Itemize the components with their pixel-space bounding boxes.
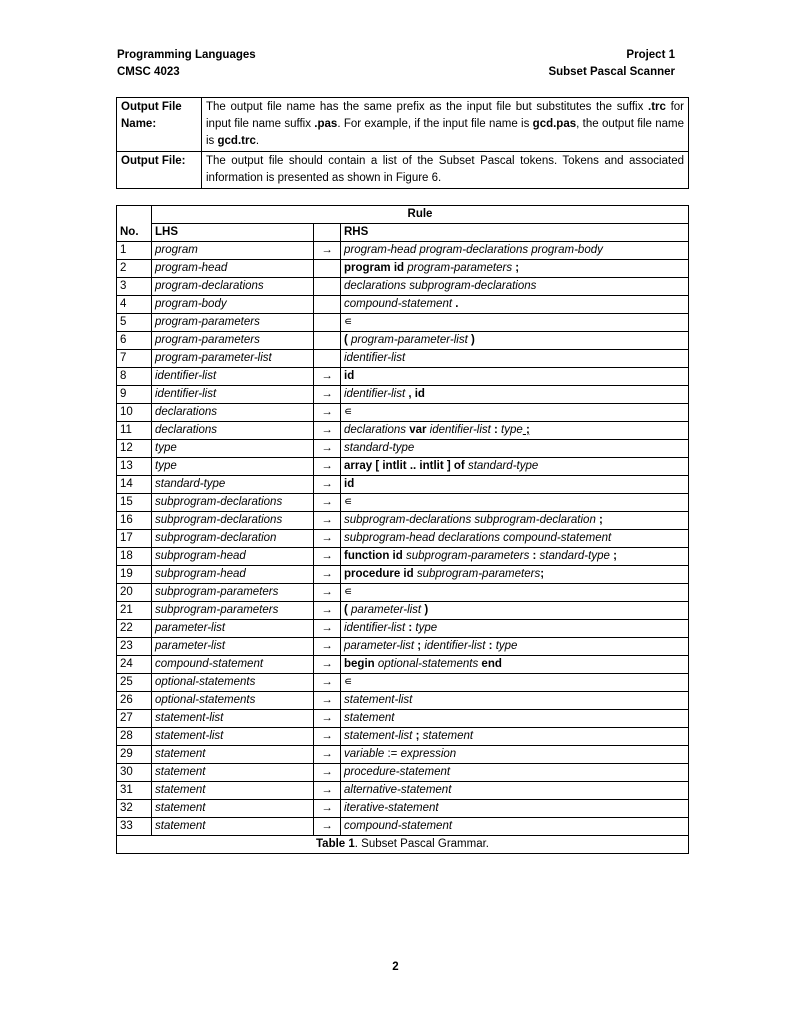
output-file-value-run: for input file name suffix — [206, 101, 684, 130]
col-no-header: No. — [117, 224, 152, 242]
rule-number: 9 — [117, 386, 152, 404]
rule-arrow: → — [314, 368, 341, 386]
grammar-row — [117, 800, 689, 818]
rule-rhs-run: declarations subprogram-declarations — [344, 280, 537, 292]
rule-rhs-run: parameter-list — [347, 604, 422, 616]
rule-number: 30 — [117, 764, 152, 782]
rule-lhs: program-body — [152, 296, 314, 314]
course-code: CMSC 4023 — [117, 66, 180, 78]
rule-rhs-run: subprogram-declarations subprogram-declaration — [344, 514, 596, 526]
rule-rhs-run: standard-type — [344, 442, 415, 454]
rule-arrow: → — [314, 764, 341, 782]
rule-rhs-run: program-head program-declarations program-body — [344, 244, 603, 256]
rule-rhs-run: procedure-statement — [344, 766, 451, 778]
rule-number: 19 — [117, 566, 152, 584]
output-file-row — [117, 98, 689, 152]
rule-lhs: statement — [152, 782, 314, 800]
rule-rhs — [341, 530, 689, 548]
output-file-key: Output File Name: — [117, 98, 202, 152]
rule-rhs — [341, 440, 689, 458]
rule-rhs-run: subprogram-parameters — [413, 568, 541, 580]
col-rhs-header: RHS — [341, 224, 689, 242]
rule-rhs — [341, 548, 689, 566]
output-file-table — [116, 97, 689, 189]
rule-arrow: → — [314, 566, 341, 584]
grammar-row — [117, 242, 689, 260]
rule-rhs-run: : — [529, 550, 537, 562]
rule-number: 23 — [117, 638, 152, 656]
rule-rhs-run: var — [406, 424, 427, 436]
rule-lhs: parameter-list — [152, 620, 314, 638]
rule-arrow: → — [314, 656, 341, 674]
rule-lhs: subprogram-parameters — [152, 584, 314, 602]
rule-rhs-run: identifier-list — [344, 622, 406, 634]
rule-number: 27 — [117, 710, 152, 728]
output-file-value-run: gcd.trc — [217, 135, 256, 147]
rule-lhs: statement — [152, 764, 314, 782]
rule-number: 32 — [117, 800, 152, 818]
rule-rhs-run: ( — [344, 334, 348, 346]
rule-rhs — [341, 404, 689, 422]
rule-arrow: → — [314, 674, 341, 692]
rule-rhs-run: program id — [344, 262, 405, 274]
rule-rhs — [341, 278, 689, 296]
rule-rhs-run: := — [384, 748, 401, 760]
rule-rhs-run: parameter-list — [344, 640, 415, 652]
rule-rhs-run: iterative-statement — [344, 802, 439, 814]
grammar-row — [117, 674, 689, 692]
output-file-table-body — [117, 98, 689, 189]
col-arrow-header — [314, 224, 341, 242]
rule-arrow: → — [314, 638, 341, 656]
rule-rhs-run: program-parameter-list — [347, 334, 468, 346]
rule-arrow: → — [314, 584, 341, 602]
rule-arrow: → — [314, 602, 341, 620]
rule-rhs-run: standard-type — [464, 460, 539, 472]
table-caption-label: Table 1 — [316, 838, 355, 850]
rule-lhs: optional-statements — [152, 674, 314, 692]
rule-rhs — [341, 350, 689, 368]
rule-rhs — [341, 674, 689, 692]
rule-number: 28 — [117, 728, 152, 746]
rule-rhs — [341, 746, 689, 764]
rule-arrow: → — [314, 386, 341, 404]
rule-rhs-run: statement — [419, 730, 474, 742]
grammar-row — [117, 368, 689, 386]
rule-arrow: → — [314, 692, 341, 710]
rule-arrow: → — [314, 728, 341, 746]
rule-rhs-run: ( — [344, 604, 348, 616]
rule-rhs — [341, 368, 689, 386]
rule-lhs: identifier-list — [152, 368, 314, 386]
rule-lhs: standard-type — [152, 476, 314, 494]
rule-rhs-run: program-parameters — [404, 262, 513, 274]
rule-rhs-run: : — [405, 622, 413, 634]
rule-arrow — [314, 296, 341, 314]
rule-rhs — [341, 620, 689, 638]
output-file-value-run: , the output file name is — [206, 118, 685, 147]
course-name: Programming Languages — [117, 49, 256, 61]
output-file-value-run: The output file should contain a list of the Subset Pascal tokens. Tokens and associated information is presented as shown in Figure 6. — [206, 155, 684, 184]
output-file-value — [202, 98, 689, 152]
rule-rhs — [341, 692, 689, 710]
rule-lhs: subprogram-declarations — [152, 512, 314, 530]
rule-rhs-run: identifier-list — [421, 640, 486, 652]
output-file-value-run: . — [255, 135, 260, 147]
rule-rhs-run: compound-statement — [344, 820, 453, 832]
rule-number: 29 — [117, 746, 152, 764]
rule-number: 8 — [117, 368, 152, 386]
grammar-row — [117, 692, 689, 710]
rule-lhs: subprogram-head — [152, 548, 314, 566]
rule-rhs — [341, 818, 689, 836]
rule-number: 3 — [117, 278, 152, 296]
grammar-row — [117, 476, 689, 494]
rule-rhs — [341, 512, 689, 530]
rule-rhs-run: end — [478, 658, 502, 670]
output-file-value-run: gcd.pas — [532, 118, 577, 130]
rule-rhs-run: ; — [512, 262, 520, 274]
rule-rhs — [341, 584, 689, 602]
rule-lhs: program-parameters — [152, 314, 314, 332]
rule-number: 13 — [117, 458, 152, 476]
rule-arrow: → — [314, 440, 341, 458]
rule-lhs: program — [152, 242, 314, 260]
rule-rhs-run: ; — [412, 730, 420, 742]
rule-rhs-run: identifier-list — [344, 352, 406, 364]
header-right — [548, 47, 675, 81]
rule-rhs-run: ; — [522, 424, 530, 436]
grammar-row — [117, 512, 689, 530]
grammar-row — [117, 602, 689, 620]
rule-lhs: declarations — [152, 404, 314, 422]
rule-arrow: → — [314, 458, 341, 476]
grammar-caption-row — [117, 836, 689, 854]
grammar-row — [117, 332, 689, 350]
rule-rhs-run: ∊ — [344, 496, 353, 508]
rule-rhs — [341, 296, 689, 314]
grammar-row — [117, 386, 689, 404]
rule-rhs-run: statement-list — [344, 730, 413, 742]
rule-number: 15 — [117, 494, 152, 512]
rule-rhs-run: ; — [540, 568, 545, 580]
rule-lhs: type — [152, 458, 314, 476]
rule-arrow: → — [314, 242, 341, 260]
rule-number: 1 — [117, 242, 152, 260]
rule-rhs-run: type — [492, 640, 518, 652]
grammar-row — [117, 620, 689, 638]
grammar-row — [117, 440, 689, 458]
rule-rhs-run: compound-statement — [344, 298, 453, 310]
rule-rhs — [341, 800, 689, 818]
rule-rhs-run: ) — [467, 334, 475, 346]
rule-rhs — [341, 728, 689, 746]
rule-lhs: compound-statement — [152, 656, 314, 674]
header-left — [117, 47, 256, 81]
output-file-value-run: .pas — [314, 118, 338, 130]
rule-lhs: subprogram-declarations — [152, 494, 314, 512]
grammar-row — [117, 746, 689, 764]
rule-rhs-run: , id — [405, 388, 425, 400]
rule-arrow — [314, 260, 341, 278]
rule-rhs — [341, 422, 689, 440]
rule-arrow: → — [314, 710, 341, 728]
grammar-row — [117, 458, 689, 476]
rule-rhs — [341, 332, 689, 350]
rule-rhs — [341, 566, 689, 584]
rule-number: 4 — [117, 296, 152, 314]
rule-arrow: → — [314, 422, 341, 440]
grammar-row — [117, 566, 689, 584]
output-file-key: Output File: — [117, 152, 202, 189]
grammar-row — [117, 548, 689, 566]
grammar-row — [117, 638, 689, 656]
rule-rhs — [341, 260, 689, 278]
output-file-value-run: .trc — [648, 101, 666, 113]
grammar-row — [117, 422, 689, 440]
grammar-row — [117, 710, 689, 728]
rule-rhs — [341, 602, 689, 620]
rule-rhs-run: ∊ — [344, 316, 353, 328]
output-file-row — [117, 152, 689, 189]
rule-rhs-run: id — [344, 370, 355, 382]
rule-lhs: identifier-list — [152, 386, 314, 404]
rule-rhs-run: ; — [414, 640, 422, 652]
rule-number: 18 — [117, 548, 152, 566]
rule-arrow — [314, 332, 341, 350]
grammar-row — [117, 764, 689, 782]
rule-number: 5 — [117, 314, 152, 332]
grammar-row — [117, 584, 689, 602]
output-file-value-run: The output file name has the same prefix as the input file but substitutes the suffix — [206, 101, 648, 113]
rule-number: 25 — [117, 674, 152, 692]
project-number: Project 1 — [626, 49, 675, 61]
rule-rhs-run: statement-list — [344, 694, 413, 706]
rule-rhs-run: statement — [344, 712, 395, 724]
rule-arrow: → — [314, 782, 341, 800]
rule-rhs-run: alternative-statement — [344, 784, 452, 796]
rule-rhs-run: variable — [344, 748, 385, 760]
rule-rhs-run: type — [412, 622, 438, 634]
rule-number: 2 — [117, 260, 152, 278]
rule-rhs-run: identifier-list — [344, 388, 406, 400]
header-blank-cell — [117, 206, 152, 224]
grammar-row — [117, 782, 689, 800]
rule-rhs-run: function id — [344, 550, 403, 562]
rule-rhs-run: ∊ — [344, 676, 353, 688]
rule-lhs: statement — [152, 818, 314, 836]
rule-rhs-run: expression — [400, 748, 457, 760]
grammar-table — [116, 205, 689, 854]
rule-lhs: subprogram-declaration — [152, 530, 314, 548]
rule-number: 33 — [117, 818, 152, 836]
grammar-row — [117, 278, 689, 296]
rule-lhs: declarations — [152, 422, 314, 440]
grammar-row — [117, 314, 689, 332]
rule-rhs — [341, 638, 689, 656]
rule-lhs: program-head — [152, 260, 314, 278]
grammar-row — [117, 728, 689, 746]
rule-lhs: optional-statements — [152, 692, 314, 710]
grammar-header-row-2 — [117, 224, 689, 242]
rule-number: 24 — [117, 656, 152, 674]
grammar-row — [117, 296, 689, 314]
rule-number: 26 — [117, 692, 152, 710]
rule-lhs: subprogram-parameters — [152, 602, 314, 620]
rule-number: 7 — [117, 350, 152, 368]
grammar-row — [117, 530, 689, 548]
rule-number: 11 — [117, 422, 152, 440]
rule-number: 17 — [117, 530, 152, 548]
rule-number: 16 — [117, 512, 152, 530]
rule-rhs-run: begin — [344, 658, 375, 670]
rule-rhs-run: . — [452, 298, 459, 310]
table-caption — [117, 836, 689, 854]
grammar-header-row-1 — [117, 206, 689, 224]
rule-lhs: program-parameter-list — [152, 350, 314, 368]
rule-arrow: → — [314, 530, 341, 548]
rule-arrow: → — [314, 404, 341, 422]
rule-number: 22 — [117, 620, 152, 638]
rule-rhs — [341, 386, 689, 404]
rule-lhs: type — [152, 440, 314, 458]
output-file-value-run: . For example, if the input file name is — [337, 118, 533, 130]
rule-number: 10 — [117, 404, 152, 422]
grammar-row — [117, 350, 689, 368]
rule-rhs — [341, 476, 689, 494]
rule-arrow: → — [314, 512, 341, 530]
rule-number: 31 — [117, 782, 152, 800]
rule-arrow — [314, 278, 341, 296]
rule-arrow: → — [314, 548, 341, 566]
rule-rhs-run: standard-type — [536, 550, 610, 562]
rule-arrow: → — [314, 494, 341, 512]
rule-rhs — [341, 494, 689, 512]
rule-rhs-run: : — [490, 424, 498, 436]
rule-arrow: → — [314, 800, 341, 818]
rule-lhs: statement-list — [152, 710, 314, 728]
output-file-value — [202, 152, 689, 189]
rule-rhs-run: ; — [609, 550, 617, 562]
rule-rhs-run: optional-statements — [374, 658, 479, 670]
rule-rhs-run: identifier-list — [426, 424, 491, 436]
col-lhs-header: LHS — [152, 224, 314, 242]
rule-rhs-run: id — [344, 478, 355, 490]
grammar-row — [117, 404, 689, 422]
rule-rhs — [341, 314, 689, 332]
rule-rhs — [341, 782, 689, 800]
rule-rhs-run: : — [485, 640, 493, 652]
rule-rhs-run: procedure id — [344, 568, 414, 580]
rule-number: 21 — [117, 602, 152, 620]
rule-arrow: → — [314, 620, 341, 638]
rule-lhs: statement-list — [152, 728, 314, 746]
grammar-row — [117, 656, 689, 674]
rule-arrow: → — [314, 476, 341, 494]
rule-number: 6 — [117, 332, 152, 350]
table-caption-text: . Subset Pascal Grammar. — [354, 838, 489, 850]
rule-arrow — [314, 314, 341, 332]
rule-lhs: statement — [152, 800, 314, 818]
rule-rhs — [341, 242, 689, 260]
rule-lhs: program-declarations — [152, 278, 314, 296]
grammar-row — [117, 260, 689, 278]
rule-arrow: → — [314, 818, 341, 836]
rule-rhs — [341, 710, 689, 728]
rule-header: Rule — [152, 206, 689, 224]
rule-number: 12 — [117, 440, 152, 458]
rule-arrow: → — [314, 746, 341, 764]
rule-rhs-run: array [ intlit .. intlit ] of — [344, 460, 465, 472]
rule-number: 14 — [117, 476, 152, 494]
rule-rhs-run: declarations — [344, 424, 407, 436]
project-title: Subset Pascal Scanner — [548, 66, 675, 78]
rule-arrow — [314, 350, 341, 368]
rule-rhs-run: subprogram-parameters — [402, 550, 530, 562]
rule-rhs — [341, 764, 689, 782]
grammar-row — [117, 818, 689, 836]
rule-rhs — [341, 656, 689, 674]
rule-number: 20 — [117, 584, 152, 602]
rule-rhs-run: ∊ — [344, 406, 353, 418]
grammar-table-body — [117, 206, 689, 854]
rule-rhs-run: subprogram-head declarations compound-statement — [344, 532, 612, 544]
rule-lhs: statement — [152, 746, 314, 764]
grammar-row — [117, 494, 689, 512]
page-number: 2 — [392, 961, 399, 973]
rule-lhs: program-parameters — [152, 332, 314, 350]
rule-rhs-run: type — [497, 424, 523, 436]
rule-rhs-run: ∊ — [344, 586, 353, 598]
rule-lhs: subprogram-head — [152, 566, 314, 584]
rule-lhs: parameter-list — [152, 638, 314, 656]
rule-rhs-run: ; — [595, 514, 603, 526]
rule-rhs-run: ) — [421, 604, 429, 616]
rule-rhs — [341, 458, 689, 476]
